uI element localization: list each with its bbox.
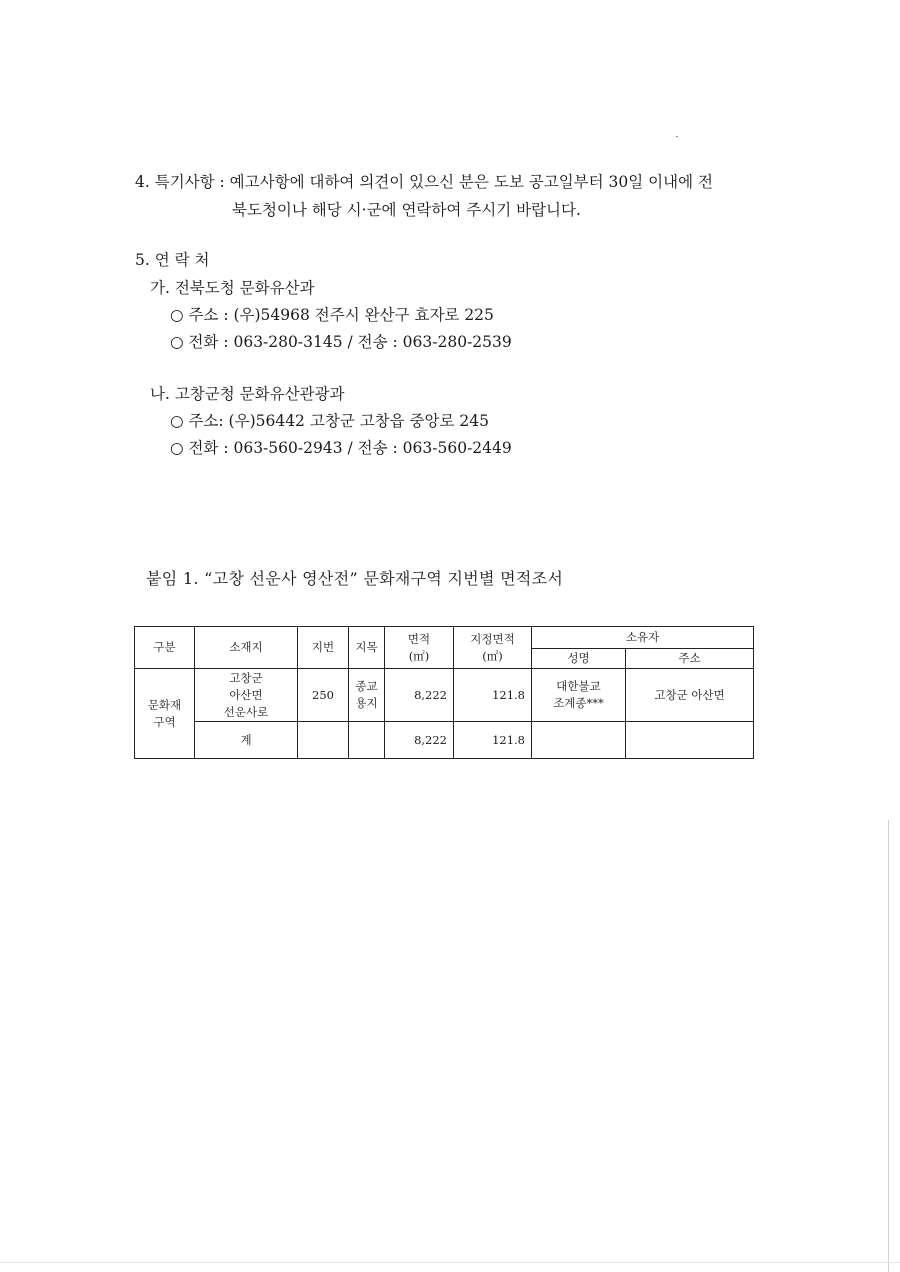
total-owner-address-cell bbox=[626, 722, 754, 759]
category-line: 구역 bbox=[153, 714, 176, 729]
land-type-cell bbox=[349, 669, 385, 722]
scan-speck bbox=[676, 136, 678, 137]
header-owner-name: 성명 bbox=[532, 649, 626, 669]
owner-name-line: 조계종*** bbox=[553, 696, 604, 710]
header-location: 소재지 bbox=[195, 627, 298, 669]
location-line: 선운사로 bbox=[223, 704, 269, 719]
lot-number-cell: 250 bbox=[298, 669, 349, 722]
location-line: 아산면 bbox=[229, 687, 263, 702]
total-land-type-cell bbox=[349, 722, 385, 759]
owner-name-cell bbox=[532, 669, 626, 722]
scan-edge-bottom bbox=[0, 1262, 900, 1263]
office-b-phone: ○ 전화 : 063-560-2943 / 전송 : 063-560-2449 bbox=[170, 439, 512, 457]
section5-heading: 5. 연 락 처 bbox=[135, 251, 210, 269]
total-label: 계 bbox=[195, 722, 298, 759]
total-area: 8,222 bbox=[385, 722, 454, 759]
location-cell bbox=[195, 669, 298, 722]
table-header-row bbox=[135, 627, 754, 649]
attachment-title: 붙임 1. “고창 선운사 영산전” 문화재구역 지번별 면적조서 bbox=[146, 569, 564, 588]
table-row bbox=[135, 669, 754, 722]
land-type-line: 종교 bbox=[355, 679, 378, 693]
area-table bbox=[134, 626, 754, 759]
total-designated-area: 121.8 bbox=[454, 722, 532, 759]
header-area bbox=[385, 627, 454, 669]
table-total-row bbox=[135, 722, 754, 759]
header-area-label: 면적 bbox=[407, 631, 431, 646]
header-designated-area bbox=[454, 627, 532, 669]
section4-line2: 북도청이나 해당 시·군에 연락하여 주시기 바랍니다. bbox=[232, 201, 581, 219]
location-line: 고창군 bbox=[229, 670, 263, 685]
owner-address-cell: 고창군 아산면 bbox=[626, 669, 754, 722]
office-a-address: ○ 주소 : (우)54968 전주시 완산구 효자로 225 bbox=[170, 306, 494, 324]
office-a-title: 가. 전북도청 문화유산과 bbox=[150, 279, 315, 297]
office-b-title: 나. 고창군청 문화유산관광과 bbox=[150, 385, 345, 403]
total-lot-number-cell bbox=[298, 722, 349, 759]
owner-name-line: 대한불교 bbox=[556, 679, 601, 693]
header-land-type: 지목 bbox=[349, 627, 385, 669]
header-owner: 소유자 bbox=[532, 627, 754, 649]
section4-line1: 4. 특기사항 : 예고사항에 대하여 의견이 있으신 분은 도보 공고일부터 30일 이내에 전 bbox=[135, 173, 713, 191]
area-cell: 8,222 bbox=[385, 669, 454, 722]
header-designated-area-unit: (㎡) bbox=[482, 648, 503, 663]
designated-area-cell: 121.8 bbox=[454, 669, 532, 722]
header-lot-number: 지번 bbox=[298, 627, 349, 669]
header-owner-address: 주소 bbox=[626, 649, 754, 669]
office-b-address: ○ 주소: (우)56442 고창군 고창읍 중앙로 245 bbox=[170, 412, 489, 430]
header-category: 구분 bbox=[135, 627, 195, 669]
scan-edge-right bbox=[888, 820, 889, 1272]
header-area-unit: (㎡) bbox=[408, 648, 430, 663]
land-type-line: 용지 bbox=[355, 696, 378, 710]
total-owner-name-cell bbox=[532, 722, 626, 759]
category-cell bbox=[135, 669, 195, 759]
office-a-phone: ○ 전화 : 063-280-3145 / 전송 : 063-280-2539 bbox=[170, 333, 512, 351]
category-line: 문화재 bbox=[147, 697, 182, 712]
header-designated-area-label: 지정면적 bbox=[470, 631, 515, 646]
